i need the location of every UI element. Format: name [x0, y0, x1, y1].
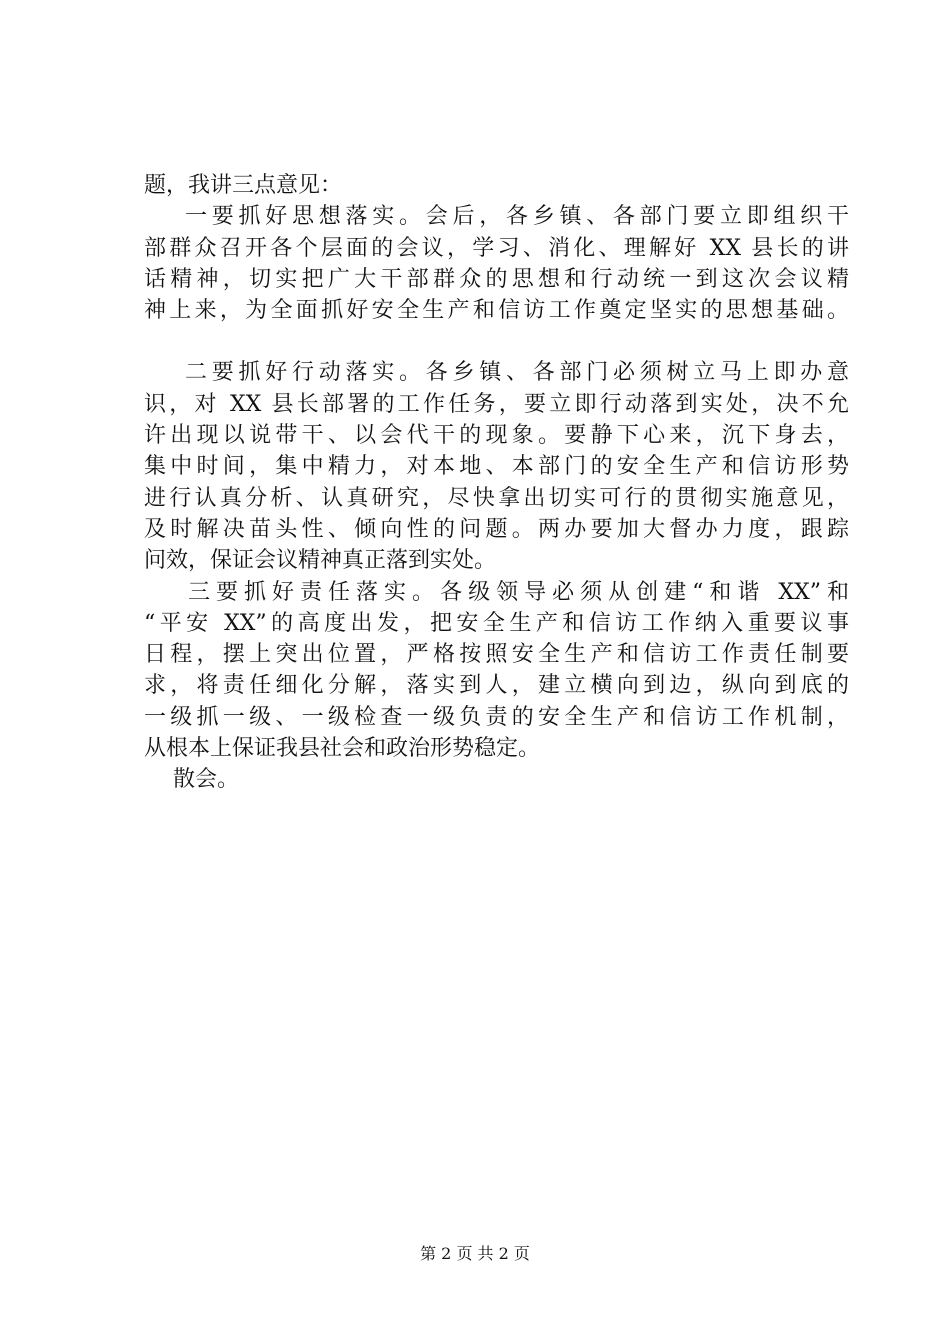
text-line: “平安 XX”的高度出发，把安全生产和信访工作纳入重要议事: [144, 610, 849, 636]
text-line: 进行认真分析、认真研究，尽快拿出切实可行的贯彻实施意见，: [144, 485, 849, 511]
text-line: 问效，保证会议精神真正落到实处。: [144, 548, 497, 574]
text-line: 许出现以说带干、以会代干的现象。要静下心来，沉下身去，: [144, 423, 849, 449]
text-line: 及时解决苗头性、倾向性的问题。两办要加大督办力度，跟踪: [144, 516, 849, 542]
text-line: 散会。: [173, 767, 240, 793]
paragraph-gap: [144, 326, 849, 357]
text-line: 一要抓好思想落实。会后，各乡镇、各部门要立即组织干: [185, 204, 849, 230]
text-line: 二要抓好行动落实。各乡镇、各部门必须树立马上即办意: [185, 360, 849, 386]
page-footer: [0, 1244, 950, 1264]
page-number-label: 第 2 页 共 2 页: [420, 1244, 530, 1263]
text-line: 从根本上保证我县社会和政治形势稳定。: [144, 736, 541, 762]
text-line: 日程，摆上突出位置，严格按照安全生产和信访工作责任制要: [144, 642, 849, 668]
text-line: 题，我讲三点意见：: [144, 173, 343, 198]
text-line: 一级抓一级、一级检查一级负责的安全生产和信访工作机制，: [144, 704, 849, 730]
text-line: 集中时间，集中精力，对本地、本部门的安全生产和信访形势: [144, 454, 849, 480]
text-line: 话精神，切实把广大干部群众的思想和行动统一到这次会议精: [144, 266, 849, 292]
text-line: 三要抓好责任落实。各级领导必须从创建“和谐 XX”和: [188, 579, 849, 605]
document-body: [144, 170, 849, 796]
text-line: 神上来，为全面抓好安全生产和信访工作奠定坚实的思想基础。: [144, 298, 849, 324]
text-line: 求，将责任细化分解，落实到人，建立横向到边，纵向到底的: [144, 673, 849, 699]
text-line: 识，对 XX 县长部署的工作任务，要立即行动落到实处，决不允: [144, 391, 849, 417]
text-line: 部群众召开各个层面的会议，学习、消化、理解好 XX 县长的讲: [144, 235, 849, 261]
